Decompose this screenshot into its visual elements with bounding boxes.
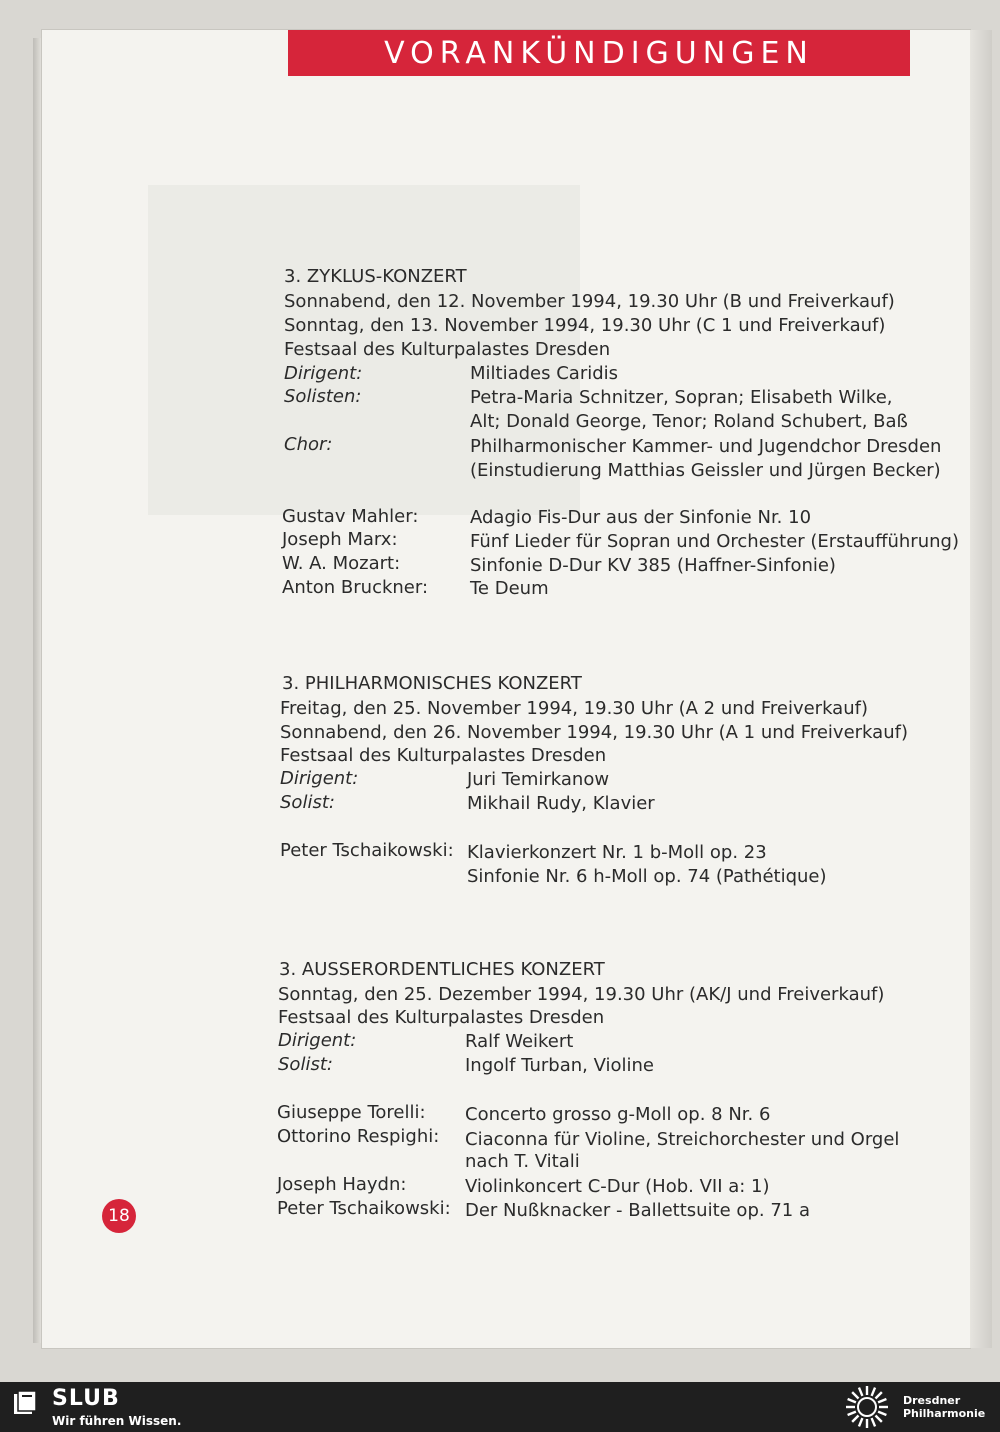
concert1-heading: 3. ZYKLUS-KONZERT <box>284 266 467 287</box>
program-composer: Giuseppe Torelli: <box>277 1102 426 1123</box>
program-work: Concerto grosso g-Moll op. 8 Nr. 6 <box>465 1104 771 1125</box>
program-composer: Anton Bruckner: <box>282 577 429 598</box>
concert3-soloist: Ingolf Turban, Violine <box>465 1055 655 1076</box>
concert3-soloist-label: Solist: <box>278 1054 333 1075</box>
concert1-conductor-label: Dirigent: <box>284 363 363 384</box>
slub-tagline: Wir führen Wissen. <box>52 1414 182 1428</box>
program-work-continued: nach T. Vitali <box>465 1151 580 1172</box>
concert1-choir-line1: Philharmonischer Kammer- und Jugendchor Dresden <box>470 436 942 457</box>
concert2-soloist: Mikhail Rudy, Klavier <box>467 793 655 814</box>
concert1-date1: Sonnabend, den 12. November 1994, 19.30 Uhr (B und Freiverkauf) <box>284 291 895 312</box>
program-work: Te Deum <box>470 578 549 599</box>
concert1-date2: Sonntag, den 13. November 1994, 19.30 Uhr (C 1 und Freiverkauf) <box>284 315 886 336</box>
concert2-conductor-label: Dirigent: <box>280 768 359 789</box>
program-composer: Ottorino Respighi: <box>277 1126 440 1147</box>
program-composer: Joseph Haydn: <box>277 1174 407 1195</box>
concert1-conductor: Miltiades Caridis <box>470 363 619 384</box>
concert1-soloists-label: Solisten: <box>284 386 362 407</box>
page-number-badge <box>102 1199 136 1233</box>
concert1-choir-line2: (Einstudierung Matthias Geissler und Jürgen Becker) <box>470 460 941 481</box>
program-composer: W. A. Mozart: <box>282 553 401 574</box>
concert3-date1: Sonntag, den 25. Dezember 1994, 19.30 Uhr (AK/J und Freiverkauf) <box>278 984 885 1005</box>
slub-book-icon <box>12 1390 40 1416</box>
program-composer: Joseph Marx: <box>282 529 398 550</box>
program-work: Sinfonie Nr. 6 h-Moll op. 74 (Pathétique) <box>467 866 827 887</box>
concert3-conductor-label: Dirigent: <box>278 1030 357 1051</box>
program-work: Violinkoncert C-Dur (Hob. VII a: 1) <box>465 1176 770 1197</box>
program-composer: Peter Tschaikowski: <box>280 840 454 861</box>
program-work: Klavierkonzert Nr. 1 b-Moll op. 23 <box>467 842 767 863</box>
viewer-footer <box>0 1382 1000 1432</box>
program-work: Fünf Lieder für Sopran und Orchester (Erstaufführung) <box>470 531 959 552</box>
page-number: 18 <box>108 1206 130 1226</box>
program-work: Der Nußknacker - Ballettsuite op. 71 a <box>465 1200 810 1221</box>
program-work: Adagio Fis-Dur aus der Sinfonie Nr. 10 <box>470 507 812 528</box>
concert2-date1: Freitag, den 25. November 1994, 19.30 Uhr (A 2 und Freiverkauf) <box>280 698 868 719</box>
concert2-date2: Sonnabend, den 26. November 1994, 19.30 Uhr (A 1 und Freiverkauf) <box>280 722 908 743</box>
concert1-choir-label: Chor: <box>284 434 333 455</box>
partner-name: Dresdner Philharmonie <box>903 1394 986 1420</box>
concert2-heading: 3. PHILHARMONISCHES KONZERT <box>282 673 582 694</box>
concert3-conductor: Ralf Weikert <box>465 1031 574 1052</box>
program-composer: Peter Tschaikowski: <box>277 1198 451 1219</box>
program-work: Sinfonie D-Dur KV 385 (Haffner-Sinfonie) <box>470 555 836 576</box>
program-work: Ciaconna für Violine, Streichorchester und Orgel <box>465 1129 900 1150</box>
concert2-soloist-label: Solist: <box>280 792 335 813</box>
concert2-venue: Festsaal des Kulturpalastes Dresden <box>280 745 607 766</box>
concert3-heading: 3. AUSSERORDENTLICHES KONZERT <box>279 959 605 980</box>
concert3-venue: Festsaal des Kulturpalastes Dresden <box>278 1007 605 1028</box>
concert1-soloists-line2: Alt; Donald George, Tenor; Roland Schubert, Baß <box>470 411 908 432</box>
concert1-venue: Festsaal des Kulturpalastes Dresden <box>284 339 611 360</box>
banner-title: VORANKÜNDIGUNGEN <box>384 35 814 71</box>
program-composer: Gustav Mahler: <box>282 506 419 527</box>
concert1-soloists-line1: Petra-Maria Schnitzer, Sopran; Elisabeth Wilke, <box>470 387 893 408</box>
slub-brand: SLUB <box>52 1386 120 1411</box>
dresdner-philharmonie-logo-icon <box>842 1385 892 1429</box>
concert2-conductor: Juri Temirkanow <box>467 769 610 790</box>
